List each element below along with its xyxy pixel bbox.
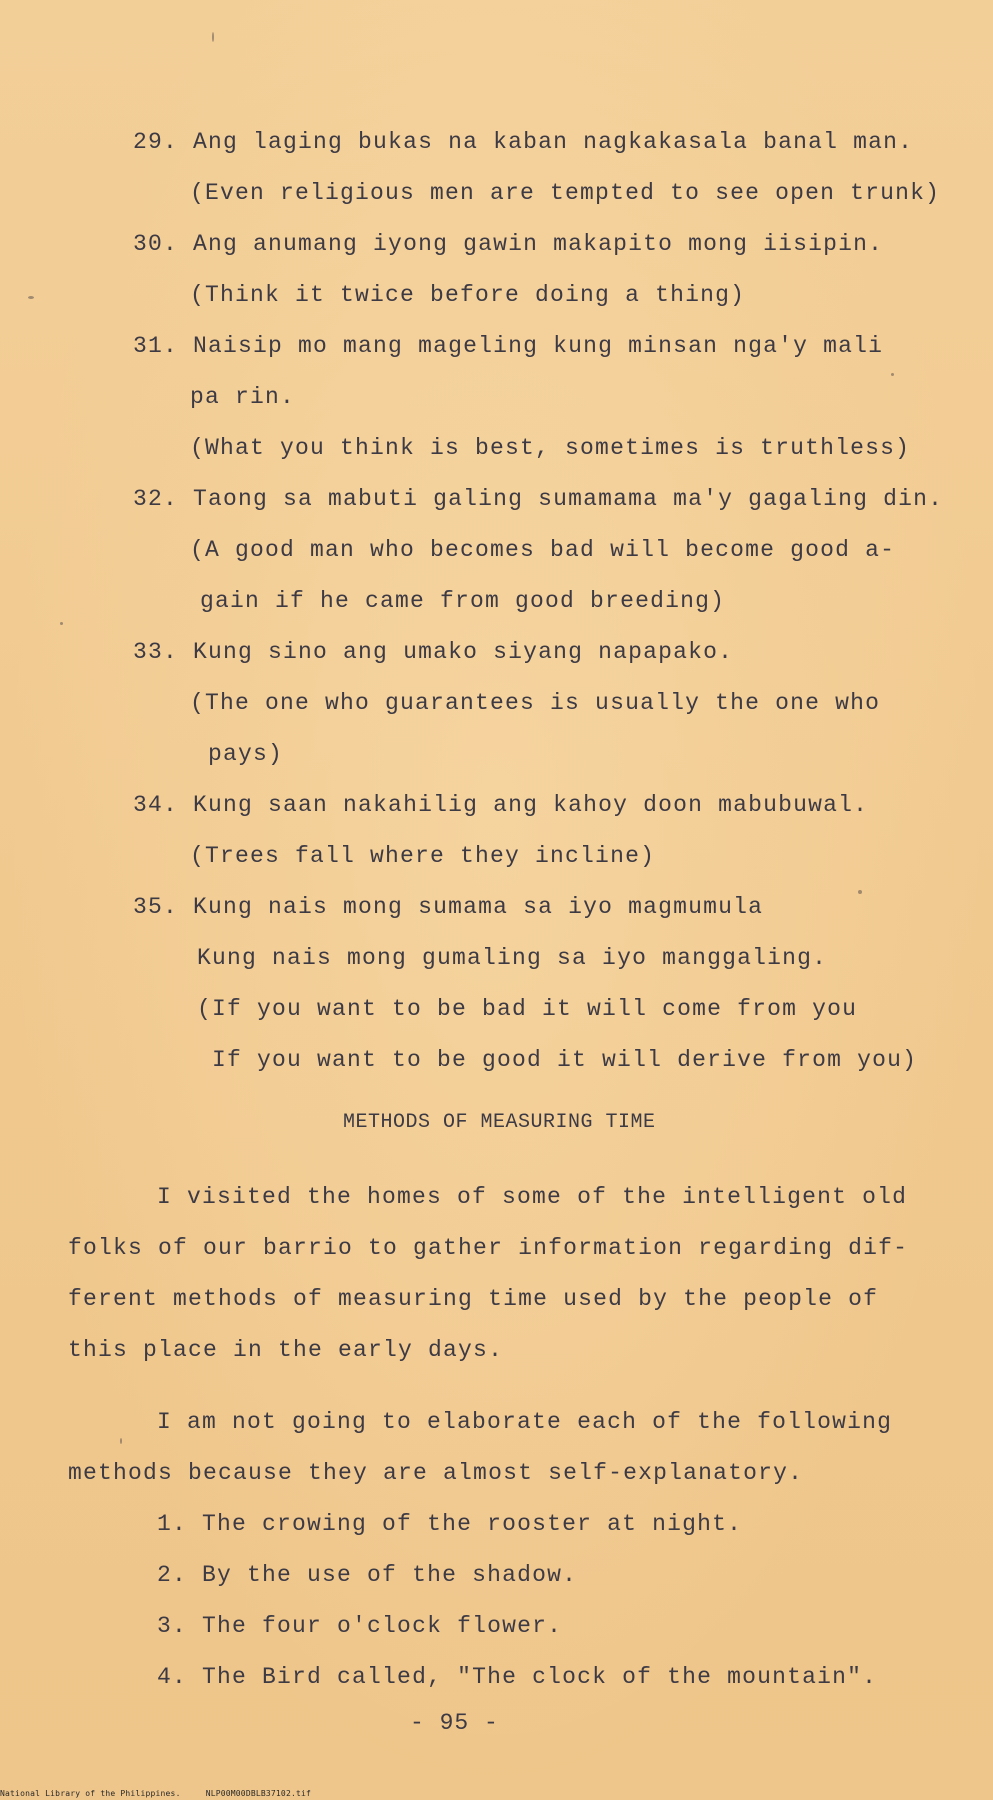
paragraph-2-line-1: I am not going to elaborate each of the following — [157, 1409, 893, 1435]
proverb-33-tagalog: 33. Kung sino ang umako siyang napapako. — [133, 639, 734, 665]
proverb-30-tagalog: 30. Ang anumang iyong gawin makapito mong iisipin. — [133, 231, 884, 257]
proverb-32-english-cont: gain if he came from good breeding) — [200, 588, 726, 614]
proverb-31-tagalog: 31. Naisip mo mang mageling kung minsan nga'y mali — [133, 333, 884, 359]
proverb-31-tagalog-cont: pa rin. — [190, 384, 296, 410]
proverb-31-english: (What you think is best, sometimes is truthless) — [190, 435, 911, 461]
scan-speck — [891, 373, 894, 376]
proverb-33-english-cont: pays) — [208, 741, 284, 767]
method-item-4: 4. The Bird called, "The clock of the mountain". — [157, 1664, 878, 1690]
paragraph-1-line-4: this place in the early days. — [68, 1337, 504, 1363]
proverb-32-tagalog: 32. Taong sa mabuti galing sumamama ma'y gagaling din. — [133, 486, 944, 512]
paragraph-1-line-3: ferent methods of measuring time used by the people of — [68, 1286, 879, 1312]
proverb-34-english: (Trees fall where they incline) — [190, 843, 656, 869]
page-number: - 95 - — [410, 1710, 499, 1736]
proverb-29-english: (Even religious men are tempted to see open trunk) — [190, 180, 941, 206]
proverb-33-english: (The one who guarantees is usually the one who — [190, 690, 881, 716]
scan-speck — [212, 32, 214, 42]
proverb-35-english: (If you want to be bad it will come from you — [197, 996, 858, 1022]
method-item-2: 2. By the use of the shadow. — [157, 1562, 578, 1588]
section-heading: METHODS OF MEASURING TIME — [343, 1111, 656, 1134]
paragraph-1-line-2: folks of our barrio to gather information regarding dif- — [68, 1235, 909, 1261]
scan-speck — [120, 1438, 122, 1444]
proverb-29-tagalog: 29. Ang laging bukas na kaban nagkakasala banal man. — [133, 129, 914, 155]
proverb-35-english-cont: If you want to be good it will derive from you) — [212, 1047, 918, 1073]
method-item-3: 3. The four o'clock flower. — [157, 1613, 563, 1639]
scan-footer: National Library of the Philippines. NLP00M00DBLB37102.tif — [0, 1789, 312, 1798]
scan-speck — [28, 296, 34, 299]
paragraph-2-line-2: methods because they are almost self-explanatory. — [68, 1460, 804, 1486]
method-item-1: 1. The crowing of the rooster at night. — [157, 1511, 743, 1537]
scan-speck — [858, 890, 862, 894]
scan-speck — [60, 622, 63, 625]
proverb-35-tagalog-cont: Kung nais mong gumaling sa iyo manggaling. — [197, 945, 828, 971]
paragraph-1-line-1: I visited the homes of some of the intelligent old — [157, 1184, 908, 1210]
proverb-35-tagalog: 35. Kung nais mong sumama sa iyo magmumula — [133, 894, 764, 920]
proverb-32-english: (A good man who becomes bad will become good a- — [190, 537, 896, 563]
proverb-34-tagalog: 34. Kung saan nakahilig ang kahoy doon mabubuwal. — [133, 792, 869, 818]
proverb-30-english: (Think it twice before doing a thing) — [190, 282, 746, 308]
